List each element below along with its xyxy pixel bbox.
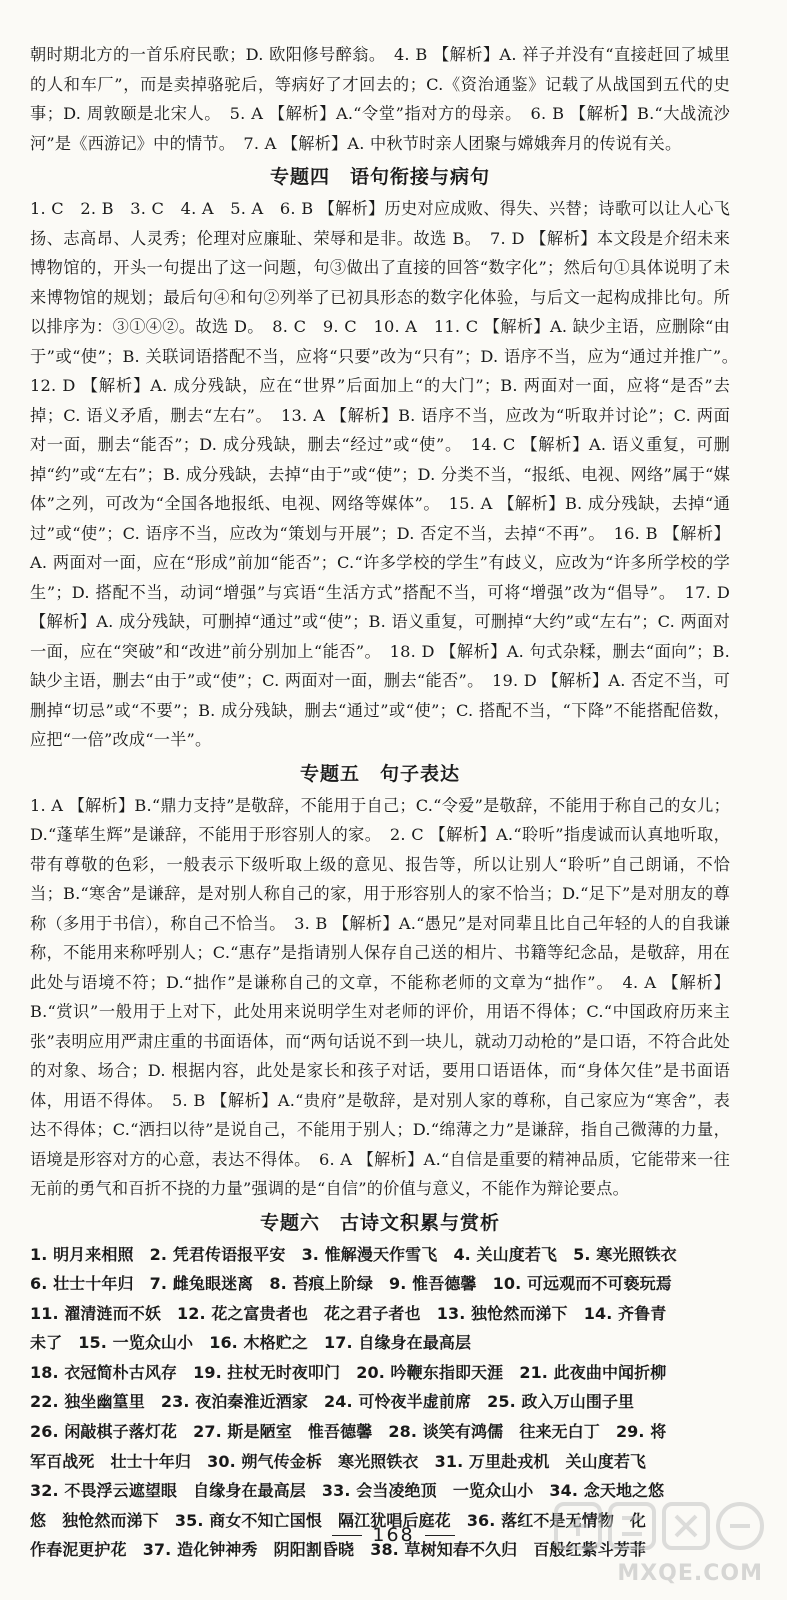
- dash-right: [425, 1535, 455, 1536]
- section-5-answers: 1. A 【解析】B.“鼎力支持”是敬辞，不能用于自己；C.“令爱”是敬辞，不能用于称自己的女儿；D.“蓬荜生辉”是谦辞，不能用于形容别人的家。 2. C 【解析】A.“聆听”指虔诚而认真地听取，带有尊敬的色彩，一般表示下级听取上级的意见、报告等，所以让别人“聆听”自己朗诵，不恰当；B.“寒舍”是谦辞，是对别人称自己的家，用于形容别人的家不恰当；D.“足下”是对朋友的尊称（多用于书信），称自己不恰当。 3. B 【解析】A.“愚兄”是对同辈且比自己年轻的人的自我谦称，不能用来称呼别人；C.“惠存”是指请别人保存自己送的相片、书籍等纪念品，是敬辞，用在此处与语境不符；D.“拙作”是谦称自己的文章，不能称老师的文章为“拙作”。 4. A 【解析】B.“赏识”一般用于上对下，此处用来说明学生对老师的评价，用语不得体；C.“中国政府历来主张”表明应用严肃庄重的书面语体，而“两句话说不到一块儿，就动刀动枪的”是口语，不符合此处的对象、场合；D. 根据内容，此处是家长和孩子对话，要用口语语体，而“身体欠佳”是书面语体，用语不得体。 5. B 【解析】A.“贵府”是敬辞，是对别人家的尊称，自己家应为“寒舍”，表达不得体；C.“洒扫以待”是说自己，不能用于别人；D.“绵薄之力”是谦辞，指自己微薄的力量，语境是形容对方的心意，表达不得体。 6. A 【解析】A.“自信是重要的精神品质，它能带来一往无前的勇气和百折不挠的力量”强调的是“自信”的价值与意义，不能作为辩论要点。: [30, 795, 730, 1198]
- list-item: 22. 独坐幽篁里 23. 夜泊秦淮近酒家 24. 可怜夜半虚前席 25. 政入万山围子里: [30, 1392, 635, 1412]
- dash-left: [332, 1535, 362, 1536]
- answer-paragraph-continued: 朝时期北方的一首乐府民歌；D. 欧阳修号醉翁。 4. B 【解析】A. 祥子并没有“直接赶回了城里的人和车厂”，而是卖掉骆驼后，等病好了才回去的；C.《资治通鉴》记载了从战国到五代的史事；D. 周敦颐是北宋人。 5. A 【解析】A.“令堂”指对方的母亲。 6. B 【解析】B.“大战流沙河”是《西游记》中的情节。 7. A 【解析】A. 中秋节时亲人团聚与嫦娥奔月的传说有关。: [30, 45, 730, 153]
- list-item: 18. 衣冠简朴古风存 19. 拄杖无时夜叩门 20. 吟鞭东指即天涯 21. 此夜曲中闻折柳: [30, 1362, 667, 1382]
- list-item: 1. 明月来相照 2. 凭君传语报平安 3. 惟解漫天作雪飞 4. 关山度若飞 5. 寒光照铁衣: [30, 1244, 677, 1264]
- list-item: 6. 壮士十年归 7. 雌兔眼迷离 8. 苔痕上阶绿 9. 惟吾德馨 10. 可远观而不可亵玩焉: [30, 1274, 672, 1294]
- list-item: 军百战死 壮士十年归 30. 朔气传金柝 寒光照铁衣 31. 万里赴戎机 关山度若飞: [30, 1451, 647, 1471]
- section-title-6: 专题六 古诗文积累与赏析: [259, 1211, 500, 1234]
- page-number-text: 168: [372, 1524, 415, 1546]
- list-item: 作春泥更护花 37. 造化钟神秀 阴阳割昏晓 38. 草树知春不久归 百般红紫斗芳菲: [30, 1540, 647, 1560]
- list-item: 26. 闲敲棋子落灯花 27. 斯是陋室 惟吾德馨 28. 谈笑有鸿儒 往来无白丁 29. 将: [30, 1422, 667, 1442]
- list-item: 悠 独怆然而涕下 35. 商女不知亡国恨 隔江犹唱后庭花 36. 落红不是无情物 化: [30, 1510, 647, 1530]
- section-4-answers: 1. C 2. B 3. C 4. A 5. A 6. B 【解析】历史对应成败、得失、兴替；诗歌可以让人心飞扬、志高昂、人灵秀；伦理对应廉耻、荣辱和是非。故选 B。 7. D 【解析】本文段是介绍未来博物馆的，开头一句提出了这一问题，句③做出了直接的回答“数字化”；然后句①具体说明了未来博物馆的规划；最后句④和句②列举了已初具形态的数字化体验，与后文一起构成排比句。所以排序为：③①④②。故选 D。 8. C 9. C 10. A 11. C 【解析】A. 缺少主语，应删除“由于”或“使”；B. 关联词语搭配不当，应将“只要”改为“只有”；D. 语序不当，应为“通过并推广”。 12. D 【解析】A. 成分残缺，应在“世界”后面加上“的大门”；B. 两面对一面，应将“是否”去掉；C. 语义矛盾，删去“左右”。 13. A 【解析】B. 语序不当，应改为“听取并讨论”；C. 两面对一面，删去“能否”；D. 成分残缺，删去“经过”或“使”。 14. C 【解析】A. 语义重复，可删掉“约”或“左右”；B. 成分残缺，去掉“由于”或“使”；D. 分类不当，“报纸、电视、网络”属于“媒体”之列，可改为“全国各地报纸、电视、网络等媒体”。 15. A 【解析】B. 成分残缺，去掉“通过”或“使”；C. 语序不当，应改为“策划与开展”；D. 否定不当，去掉“不再”。 16. B 【解析】A. 两面对一面，应在“形成”前加“能否”；C.“许多学校的学生”有歧义，应改为“许多所学校的学生”；D. 搭配不当，动词“增强”与宾语“生活方式”搭配不当，可将“增强”改为“倡导”。 17. D 【解析】A. 成分残缺，可删掉“通过”或“使”；B. 语义重复，可删掉“大约”或“左右”；C. 两面对一面，应在“突破”和“改进”前分别加上“能否”。 18. D 【解析】A. 句式杂糅，删去“面向”；B. 缺少主语，删去“由于”或“使”；C. 两面对一面，删去“能否”。 19. D 【解析】A. 否定不当，可删掉“切忌”或“不要”；B. 成分残缺，删去“通过”或“使”；C. 搭配不当，“下降”不能搭配倍数，应把“一倍”改成“一半”。: [30, 199, 747, 749]
- watermark-logo-icon: [554, 1500, 769, 1560]
- answer-page: [30, 40, 747, 1565]
- watermark-url: MXQE.COM: [617, 1561, 763, 1586]
- list-item: 未了 15. 一览众山小 16. 木格贮之 17. 自缘身在最高层: [30, 1333, 472, 1353]
- list-item: 11. 濯清涟而不妖 12. 花之富贵者也 花之君子者也 13. 独怆然而涕下 14. 齐鲁青: [30, 1303, 667, 1323]
- list-item: 32. 不畏浮云遮望眼 自缘身在最高层 33. 会当凌绝顶 一览众山小 34. 念天地之悠: [30, 1481, 665, 1501]
- section-title-5: 专题五 句子表达: [299, 762, 460, 785]
- section-title-4: 专题四 语句衔接与病句: [269, 166, 490, 188]
- watermark: [554, 1500, 769, 1586]
